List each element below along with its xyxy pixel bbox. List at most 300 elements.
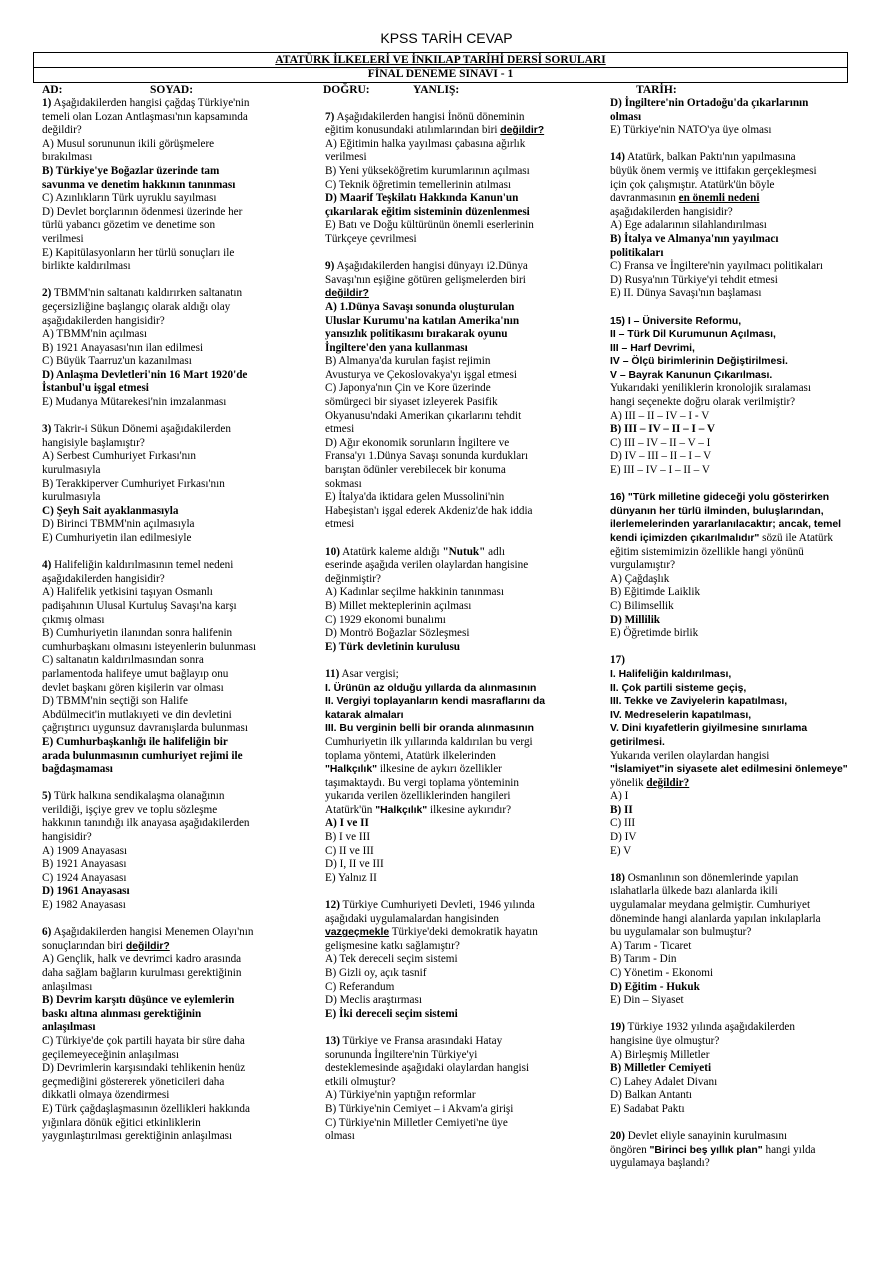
text-segment: B) Almanya'da kurulan faşist rejimin	[325, 355, 491, 368]
question-line	[610, 1062, 856, 1076]
text-segment: B) Devrim karşıtı düşünce ve eylemlerin	[42, 994, 235, 1007]
question-line	[610, 219, 856, 233]
text-segment: etkili olmuştur?	[325, 1075, 396, 1088]
text-segment: aşağıdaki uygulamalardan hangisinden	[325, 912, 499, 925]
question-line	[325, 600, 597, 614]
question-line	[42, 899, 320, 913]
text-segment: sonuçlarından biri	[42, 939, 126, 952]
text-segment: B) 1921 Anayasası'nın ilan edilmesi	[42, 341, 204, 354]
question-line	[610, 505, 856, 519]
question-line	[325, 1130, 597, 1144]
question-block	[610, 491, 856, 641]
question-line	[610, 342, 856, 356]
question-line	[325, 192, 597, 206]
question-line	[610, 967, 856, 981]
question-line	[610, 1157, 856, 1171]
text-segment: C) II ve III	[325, 844, 374, 857]
question-block	[42, 926, 320, 1144]
text-segment: B) I ve III	[325, 831, 371, 844]
text-segment: V – Bayrak Kanunun Çıkarılması.	[610, 369, 773, 381]
text-segment: A) 1.Dünya Savaşı sonunda oluşturulan	[325, 300, 515, 313]
question-line	[610, 247, 856, 261]
text-segment: D) Balkan Antantı	[610, 1089, 693, 1102]
text-segment: dünyanın her türlü ilminden, buluşlarından,	[610, 505, 824, 517]
text-segment: A) Tek dereceli seçim sistemi	[325, 953, 458, 966]
text-segment: B) Gizli oy, açık tasnif	[325, 967, 427, 979]
text-segment: arada bulunmasının cumhuriyet rejimi ile	[42, 749, 243, 762]
text-segment: değildir?	[42, 124, 82, 137]
text-segment: II – Türk Dil Kurumunun Açılması,	[610, 329, 776, 341]
question-line	[42, 355, 320, 369]
question-line	[325, 722, 597, 736]
text-segment: Atatürk, balkan Paktı'nın yapılmasına	[624, 151, 796, 164]
question-line	[42, 328, 320, 342]
text-segment: toplama yöntemi, Atatürk ilkelerinden	[325, 749, 496, 762]
text-segment: IV. Medreselerin kapatılması,	[610, 709, 752, 721]
question-line	[325, 206, 597, 220]
question-line	[610, 491, 856, 505]
question-line	[42, 831, 320, 845]
text-segment: A) Çağdaşlık	[610, 572, 670, 585]
text-segment: ilerlemelerinden yararlanılacaktır; ancak, temel	[610, 519, 842, 531]
text-segment: II. Vergiyi toplayanların kendi masraflarını da	[325, 696, 546, 708]
text-segment: savunma ve denetim hakkının tanınması	[42, 178, 236, 191]
question-line	[610, 695, 856, 709]
question-line	[610, 953, 856, 967]
question-line	[325, 437, 597, 451]
field-yanlis: YANLIŞ:	[413, 84, 460, 96]
question-line	[325, 695, 597, 709]
question-line	[610, 845, 856, 859]
question-line	[42, 382, 320, 396]
text-segment: Yukarıda verilen olaylardan hangisi	[610, 749, 770, 762]
text-segment: E) II. Dünya Savaşı'nın başlaması	[610, 287, 762, 300]
question-line	[42, 505, 320, 519]
text-segment: 11)	[325, 667, 340, 680]
question-line	[610, 709, 856, 723]
text-segment: Atatürk kaleme aldığı	[339, 545, 443, 558]
question-block	[42, 97, 320, 274]
text-segment: A) Kadınlar seçilme hakkinin tanınması	[325, 586, 504, 599]
text-segment: desteklemesinde aşağıdaki olaylardan hangisi	[325, 1062, 530, 1075]
text-segment: Aşağıdakilerden hangisi İnönü döneminin	[334, 110, 525, 123]
question-line	[42, 654, 320, 668]
question-line	[42, 940, 320, 954]
question-line	[42, 953, 320, 967]
question-line	[610, 586, 856, 600]
question-line	[325, 804, 597, 818]
text-segment: İngiltere'den yana kullanması	[325, 341, 468, 354]
text-segment: C) III – IV – II – V – I	[610, 436, 711, 449]
text-segment: devlet başkanı gören kişilerin var olması	[42, 681, 224, 694]
text-segment: C) 1924 Anayasası	[42, 871, 127, 884]
text-segment: TBMM'nin saltanatı kaldırırken saltanatın	[51, 287, 243, 300]
text-segment: uygulamaya başlandı?	[610, 1157, 710, 1170]
question-line	[42, 97, 320, 111]
text-segment: C) Türkiye'de çok partili hayata bir süre daha	[42, 1034, 245, 1047]
question-line	[325, 111, 597, 125]
text-segment: D) İngiltere'nin Ortadoğu'da çıkarlarının	[610, 97, 809, 109]
text-segment: Avusturya ve Çekoslovakya'yı işgal etmesi	[325, 368, 517, 381]
text-segment: değildir?	[500, 125, 545, 137]
text-segment: vazgeçmekle	[325, 927, 390, 939]
text-segment: E) 1982 Anayasası	[42, 899, 126, 912]
text-segment: 6)	[42, 926, 52, 939]
question-line	[325, 913, 597, 927]
text-segment: çıkmış olması	[42, 613, 105, 626]
text-segment: A) Türkiye'nin yaptığın reformlar	[325, 1089, 476, 1102]
exam-header-box	[33, 52, 848, 83]
question-line	[325, 546, 597, 560]
text-segment: en önemli nedeni	[678, 192, 760, 205]
question-line	[42, 260, 320, 274]
text-segment: yığınlara dönük eğitici etkinliklerin	[42, 1116, 201, 1129]
text-segment: birlikte kaldırılması	[42, 260, 131, 273]
text-segment: "Nutuk"	[442, 545, 486, 558]
question-line	[42, 750, 320, 764]
text-segment: C) Referandum	[325, 980, 395, 993]
question-line	[42, 872, 320, 886]
text-segment: B) Millet mekteplerinin açılması	[325, 599, 472, 612]
text-segment: III. Bu verginin belli bir oranda alınmasının	[325, 723, 535, 735]
question-block	[610, 872, 856, 1008]
text-segment: 18)	[610, 871, 625, 884]
question-line	[325, 328, 597, 342]
text-segment: 1)	[42, 97, 52, 109]
text-segment: değildir?	[325, 288, 369, 300]
question-line	[325, 981, 597, 995]
question-line	[325, 219, 597, 233]
question-line	[325, 668, 597, 682]
question-line	[42, 804, 320, 818]
question-line	[325, 790, 597, 804]
question-line	[42, 437, 320, 451]
text-segment: ilkesine aykırıdır?	[427, 803, 512, 816]
text-segment: A) Ege adalarının silahlandırılması	[610, 219, 767, 232]
question-line	[610, 1076, 856, 1090]
text-segment: D) Eğitim - Hukuk	[610, 980, 700, 993]
text-segment: 7)	[325, 110, 335, 123]
text-segment: C) Türkiye'nin Milletler Cemiyeti'ne üye	[325, 1116, 508, 1129]
question-line	[42, 247, 320, 261]
question-line	[325, 926, 597, 940]
question-line	[610, 315, 856, 329]
text-segment: hangi seçenekte doğru olarak verilmiştir?	[610, 396, 796, 409]
question-line	[325, 736, 597, 750]
question-line	[325, 817, 597, 831]
question-line	[325, 382, 597, 396]
question-line	[325, 709, 597, 723]
question-line	[325, 953, 597, 967]
question-line	[325, 994, 597, 1008]
text-segment: öngören	[610, 1143, 650, 1156]
text-segment: C) Yönetim - Ekonomi	[610, 967, 714, 979]
question-line	[325, 1008, 597, 1022]
text-segment: verilmesi	[42, 232, 84, 245]
field-dogru: DOĞRU:	[323, 84, 370, 96]
question-line	[42, 315, 320, 329]
text-segment: Abdülmecit'in mutlakıyeti ve din devletini	[42, 708, 232, 721]
question-line	[325, 151, 597, 165]
text-segment: E) Sadabat Paktı	[610, 1102, 685, 1115]
text-segment: III. Tekke ve Zaviyelerin kapatılması,	[610, 696, 788, 708]
question-line	[42, 179, 320, 193]
question-line	[610, 1089, 856, 1103]
question-line	[42, 817, 320, 831]
question-line	[610, 614, 856, 628]
question-line	[42, 668, 320, 682]
question-block	[610, 1021, 856, 1116]
text-segment: hangisidir?	[42, 831, 92, 844]
text-segment: B) Yeni yükseköğretim kurumlarının açılması	[325, 164, 530, 177]
text-segment: ıslahatlarla ülkede bazı alanlarda ikili	[610, 885, 778, 898]
text-segment: E) Türk devletinin kurulusu	[325, 640, 461, 653]
text-segment: çıkarılarak eğitim sisteminin düzenlenmesi	[325, 205, 530, 218]
question-line	[610, 926, 856, 940]
question-line	[610, 668, 856, 682]
text-segment: geçilemeyeceğinin anlaşılması	[42, 1048, 179, 1061]
question-line	[325, 831, 597, 845]
text-segment: bağdaşmaması	[42, 763, 113, 776]
text-segment: E) Türkiye'nin NATO'ya üye olması	[610, 124, 772, 137]
question-line	[42, 967, 320, 981]
text-segment: davranmasının	[610, 192, 679, 205]
text-segment: C) Japonya'nın Çin ve Kore üzerinde	[325, 382, 491, 395]
question-line	[42, 532, 320, 546]
text-segment: etmesi	[325, 518, 355, 531]
exam-subtitle: FİNAL DENEME SINAVI - 1	[367, 68, 514, 80]
text-segment: Aşağıdakilerden hangisi Menemen Olayı'nın	[51, 926, 254, 939]
text-segment: 2)	[42, 287, 52, 300]
text-segment: A) Gençlik, halk ve devrimci kadro arasında	[42, 953, 242, 966]
question-line	[325, 1062, 597, 1076]
text-segment: D) Devlet borçlarının ödenmesi üzerinde her	[42, 205, 243, 218]
question-line	[42, 478, 320, 492]
text-segment: cumhurbaşkanı olmasını isteyenlerin bulunması	[42, 640, 257, 653]
question-line	[610, 777, 856, 791]
text-segment: politikaları	[610, 246, 664, 259]
text-segment: B) Cumhuriyetin ilanından sonra halifenin	[42, 627, 233, 640]
question-line	[325, 763, 597, 777]
question-line	[610, 518, 856, 532]
text-segment: 9)	[325, 260, 335, 273]
question-line	[42, 627, 320, 641]
text-segment: eserinde aşağıda verilen olaylardan hangisine	[325, 559, 529, 572]
question-line	[325, 614, 597, 628]
text-segment: Uluslar Kurumu'na katılan Amerika'nın	[325, 314, 520, 327]
question-line	[325, 899, 597, 913]
question-line	[325, 872, 597, 886]
text-segment: padişahının Ulusal Kurtuluş Savaşı'na karşı	[42, 599, 237, 612]
text-segment: D) Birinci TBMM'nin açılmasıyla	[42, 518, 195, 531]
question-line	[42, 858, 320, 872]
text-segment: I. Halifeliğin kaldırılması,	[610, 668, 732, 680]
question-line	[610, 328, 856, 342]
question-line	[610, 111, 856, 125]
text-segment: barıştan ödünler verebilecek bir konuma	[325, 464, 506, 477]
text-segment: IV – Ölçü birimlerinin Değiştirilmesi.	[610, 356, 788, 368]
question-line	[325, 1117, 597, 1131]
question-line	[610, 546, 856, 560]
question-line	[42, 124, 320, 138]
question-line	[610, 1049, 856, 1063]
text-segment: verilmesi	[325, 151, 367, 164]
text-segment: yukarıda verilen özelliklerinden hangileri	[325, 790, 511, 803]
text-segment: Yukarıdaki yeniliklerin kronolojik sıralaması	[610, 382, 812, 395]
question-line	[610, 600, 856, 614]
text-segment: sömürgeci bir siyaset izleyerek Pasifik	[325, 396, 498, 409]
text-segment: vurgulamıştır?	[610, 559, 676, 572]
text-segment: etmesi	[325, 423, 355, 436]
question-line	[610, 179, 856, 193]
text-segment: B) II	[610, 803, 633, 816]
text-segment: C) saltanatın kaldırılmasından sonra	[42, 654, 204, 667]
text-segment: C) Bilimsellik	[610, 599, 674, 612]
question-line	[42, 491, 320, 505]
question-line	[42, 1117, 320, 1131]
text-segment: C) 1929 ekonomi bunalımı	[325, 613, 446, 626]
question-block	[325, 899, 597, 1021]
text-segment: Aşağıdakilerden hangisi çağdaş Türkiye'nin	[51, 97, 250, 109]
text-segment: E) Cumhurbaşkanlığı ile halifeliğin bir	[42, 735, 228, 748]
question-line	[42, 111, 320, 125]
text-segment: Atatürk'ün	[325, 803, 376, 816]
text-segment: D) Anlaşma Devletleri'nin 16 Mart 1920'de	[42, 368, 248, 381]
text-segment: olması	[325, 1130, 355, 1143]
question-line	[42, 763, 320, 777]
text-segment: A) 1909 Anayasası	[42, 844, 128, 857]
question-line	[42, 722, 320, 736]
text-segment: I. Ürünün az olduğu yıllarda da alınmasının	[325, 682, 537, 694]
question-line	[610, 654, 856, 668]
text-segment: D) I, II ve III	[325, 858, 384, 871]
text-segment: temeli olan Lozan Antlaşması'nın kapsamında	[42, 110, 248, 123]
question-line	[325, 464, 597, 478]
question-line	[325, 138, 597, 152]
text-segment: 15) I – Üniversite Reformu,	[610, 315, 742, 327]
question-line	[325, 586, 597, 600]
question-line	[325, 845, 597, 859]
question-block	[610, 315, 856, 478]
question-line	[42, 981, 320, 995]
question-line	[325, 1035, 597, 1049]
question-block	[325, 111, 597, 247]
question-line	[610, 437, 856, 451]
text-segment: D) IV – III – II – I – V	[610, 450, 712, 463]
question-column-left	[42, 97, 320, 1157]
text-segment: daha sağlam bağların kurulması gerektiğinin	[42, 967, 242, 979]
text-segment: değildir?	[125, 940, 170, 952]
text-segment: İstanbul'u işgal etmesi	[42, 382, 149, 395]
question-line	[610, 206, 856, 220]
question-line	[42, 559, 320, 573]
question-line	[42, 1035, 320, 1049]
question-block	[325, 1035, 597, 1144]
question-line	[325, 777, 597, 791]
question-column-middle	[325, 97, 597, 1157]
question-line	[610, 396, 856, 410]
text-segment: yaygınlaştırılması gerektiğinin anlaşılması	[42, 1130, 233, 1143]
text-segment: C) Fransa ve İngiltere'nin yayılmacı politikaları	[610, 260, 823, 273]
text-segment: türlü yabancı gözetim ve denetime son	[42, 219, 216, 232]
question-line	[610, 940, 856, 954]
question-line	[610, 885, 856, 899]
text-segment: Takrir-i Sükun Dönemi aşağıdakilerden	[51, 423, 231, 436]
question-line	[610, 450, 856, 464]
text-segment: uygulamalar meydana gelmiştir. Cumhuriyet	[610, 899, 811, 912]
question-line	[610, 1144, 856, 1158]
question-block	[325, 260, 597, 532]
text-segment: E) Yalnız II	[325, 871, 377, 884]
text-segment: anlaşılması	[42, 1021, 96, 1034]
question-line	[42, 641, 320, 655]
text-segment: "Halkçılık"	[325, 764, 378, 776]
text-segment: E) İki dereceli seçim sistemi	[325, 1007, 458, 1020]
text-segment: 17)	[610, 654, 625, 667]
text-segment: D) Rusya'nın Türkiye'yi tehdit etmesi	[610, 273, 778, 286]
question-line	[42, 1089, 320, 1103]
question-line	[610, 274, 856, 288]
text-segment: Osmanlının son dönemlerinde yapılan	[624, 871, 799, 884]
text-segment: E) Kapitülasyonların her türlü sonuçları ile	[42, 246, 235, 259]
question-line	[42, 518, 320, 532]
text-segment: kurulmasıyla	[42, 491, 101, 504]
text-segment: D) Millilik	[610, 613, 661, 626]
question-block	[325, 546, 597, 655]
text-segment: büyük önem vermiş ve ittifakın gerçekleşmesi	[610, 164, 817, 177]
text-segment: E) Mudanya Mütarekesi'nin imzalanması	[42, 396, 227, 409]
text-segment: 13)	[325, 1034, 340, 1047]
text-segment: E) V	[610, 844, 632, 857]
question-line	[42, 192, 320, 206]
question-line	[42, 600, 320, 614]
text-segment: değinmiştir?	[325, 572, 381, 585]
text-segment: B) Türkiye'ye Boğazlar üzerinde tam	[42, 164, 220, 177]
exam-title: ATATÜRK İLKELERİ VE İNKILAP TARİHİ DERSİ SORULARI	[275, 54, 606, 66]
question-block	[610, 654, 856, 858]
text-segment: anlaşılması	[42, 980, 93, 993]
text-segment: Türkiye ve Fransa arasındaki Hatay	[339, 1034, 503, 1047]
question-line	[325, 410, 597, 424]
question-line	[325, 1089, 597, 1103]
text-segment: D) Maarif Teşkilatı Hakkında Kanun'un	[325, 192, 519, 205]
question-line	[42, 736, 320, 750]
text-segment: ilkesine de aykırı özellikler	[377, 763, 502, 776]
text-segment: dikkatli olmaya özendirmesi	[42, 1089, 170, 1102]
question-line	[325, 165, 597, 179]
text-segment: Okyanusu'ndaki Amerikan çıkarlarını tehdit	[325, 409, 522, 422]
text-segment: E) Öğretimde birlik	[610, 627, 699, 640]
text-segment: A) Eğitimin halka yayılması çabasına ağırlık	[325, 137, 526, 150]
text-segment: Habeşistan'ı işgal ederek Akdeniz'de hak iddia	[325, 504, 533, 517]
question-line	[42, 138, 320, 152]
question-line	[42, 1008, 320, 1022]
question-block	[325, 668, 597, 886]
question-line	[610, 981, 856, 995]
text-segment: "Birinci beş yıllık plan"	[649, 1144, 763, 1156]
question-line	[325, 478, 597, 492]
question-line	[610, 355, 856, 369]
question-line	[42, 614, 320, 628]
question-line	[610, 260, 856, 274]
question-line	[610, 682, 856, 696]
field-soyad: SOYAD:	[150, 84, 194, 96]
question-line	[325, 233, 597, 247]
text-segment: sokması	[325, 477, 362, 490]
question-line	[325, 1049, 597, 1063]
text-segment: sorununda İngiltere'nin Türkiye'yi	[325, 1048, 478, 1061]
text-segment: 12)	[325, 899, 340, 912]
